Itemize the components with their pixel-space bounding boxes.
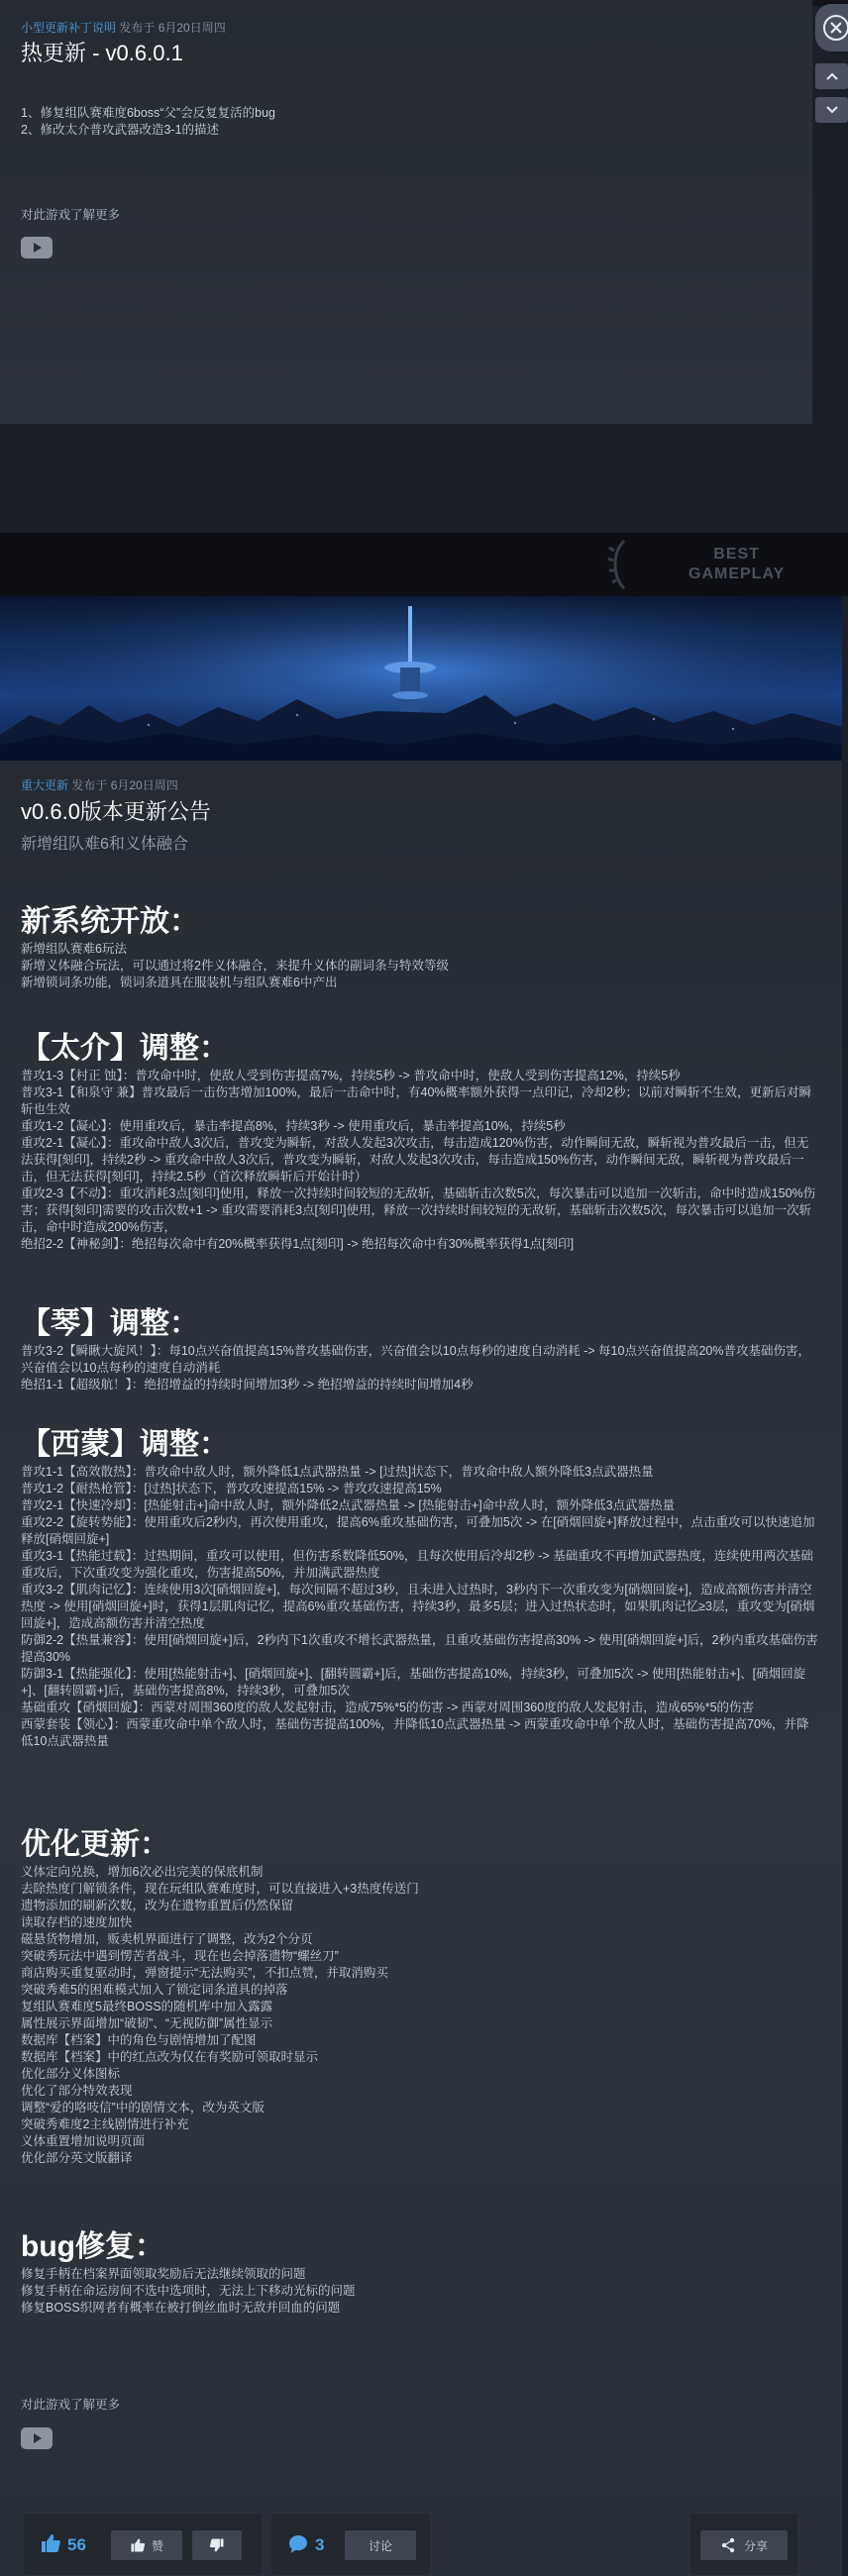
- body-line: 复组队赛难度5最终BOSS的随机库中加入露露: [21, 2000, 273, 2013]
- body-line: 义体定向兑换，增加6次必出完美的保底机制: [21, 1865, 264, 1879]
- body-line: 修复BOSS织网者有概率在被打倒丝血时无敌并回血的问题: [21, 2301, 341, 2315]
- post-tag[interactable]: 重大更新: [21, 778, 69, 792]
- post-meta: [21, 776, 178, 793]
- post-date: 发布于 6月20日周四: [119, 21, 226, 35]
- section-heading: 优化更新：: [21, 1828, 169, 1861]
- body-line: 突破秀难度2主线剧情进行补充: [21, 2117, 189, 2131]
- body-line: 绝招2-2【神秘剑】：绝招每次命中有20%概率获得1点[刻印] -> 绝招每次命中有30%概率获得1点[刻印]: [21, 1237, 575, 1251]
- body-line: 重攻1-2【凝心】：使用重攻后，暴击率提高8%，持续3秒 -> 使用重攻后，暴击率提高10%，持续5秒: [21, 1119, 566, 1133]
- discuss-button[interactable]: 讨论: [345, 2530, 416, 2560]
- thumbs-up-icon: [40, 2532, 61, 2559]
- body-line: 修复手柄在档案界面领取奖励后无法继续领取的问题: [21, 2267, 306, 2281]
- body-line: 重攻3-2【肌肉记忆】：连续使用3次[硝烟回旋+]，每次间隔不超过3秒，且未进入过热时，3秒内下一次重攻变为[硝烟回旋+]，造成高额伤害并清空热度 -> 使用[硝烟回旋+]时，获得1层肌肉记忆，提高6%重攻基础伤害，持续3秒，最多5层；进入过热状态时，如果肌肉记忆≥3层，重攻变为[硝烟回旋+]，造成高额伤害并清空热度: [21, 1583, 815, 1630]
- body-line: 西蒙套装【领心】：西蒙重攻命中单个敌人时，基础伤害提高100%，并降低10点武器热量 -> 西蒙重攻命中单个敌人时，基础伤害提高70%，并降低10点武器热量: [21, 1717, 809, 1748]
- body-line: 优化部分义体图标: [21, 2067, 121, 2081]
- share-panel: [690, 2514, 797, 2575]
- update-banner-image: [0, 596, 842, 761]
- likes-panel: [24, 2514, 262, 2575]
- body-line: 去除热度门解锁条件，现在玩组队赛难度时，可以直接进入+3热度传送门: [21, 1882, 419, 1896]
- body-line: 优化了部分特效表现: [21, 2084, 133, 2098]
- note-line: 2、修改太介普攻武器改造3-1的描述: [21, 123, 220, 137]
- share-label: 分享: [743, 2538, 768, 2553]
- body-line: 普攻1-1【高效散热】：普攻命中敌人时，额外降低1点武器热量 -> [过热]状态下，普攻命中敌人额外降低3点武器热量: [21, 1465, 654, 1479]
- body-line: 遗物添加的刷新次数，改为在遗物重置后仍然保留: [21, 1899, 294, 1912]
- dislike-button[interactable]: [192, 2530, 242, 2560]
- body-line: 重攻2-1【凝心】：重攻命中敌人3次后，普攻变为瞬斩，对敌人发起3次攻击，每击造成120%伤害，动作瞬间无敌，瞬斩视为普攻最后一击，但无法获得[刻印]，持续2秒 -> 重攻命中敌人3次后，普攻变为瞬斩，对敌人发起3次攻击，每击造成150%伤害，动作瞬间无敌，瞬斩视为普攻最后一击，但无法获得[刻印]，持续2.5秒（首次释放瞬斩后开始计时）: [21, 1136, 809, 1184]
- body-line: 防御3-1【热能强化】：使用[热能射击+]、[硝烟回旋+]、[翻转圆霸+]后，基础伤害提高10%，持续3秒，可叠加5次 -> 使用[热能射击+]、[硝烟回旋+]、[翻转圆霸+]后，基础伤害提高8%，持续3秒，可叠加5次: [21, 1667, 806, 1698]
- badge-line-2: GAMEPLAY: [689, 566, 786, 582]
- badge-line-1: BEST: [713, 546, 760, 563]
- close-icon: [823, 15, 848, 41]
- body-line: 属性展示界面增加“破韧”、“无视防御”属性显示: [21, 2016, 273, 2030]
- section-new-systems: [21, 903, 818, 991]
- learn-more-text: 对此游戏了解更多: [21, 2398, 121, 2412]
- body-line: 新增组队赛难6玩法: [21, 942, 127, 956]
- post-tag[interactable]: 小型更新补丁说明: [21, 21, 117, 35]
- post-meta: [21, 19, 226, 36]
- section-taijie: [21, 1030, 818, 1253]
- patch-post-card: [0, 0, 812, 424]
- body-line: 重攻2-2【旋转势能】：使用重攻后2秒内，再次使用重攻，提高6%重攻基础伤害，可叠加5次 -> 在[硝烟回旋+]释放过程中，点击重攻可以快速追加释放[硝烟回旋+]: [21, 1515, 815, 1546]
- body-line: 读取存档的速度加快: [21, 1915, 133, 1929]
- body-line: 普攻3-1【和泉守 兼】普攻最后一击伤害增加100%，最后一击命中时，有40%概率额外获得一点印记，冷却2秒；以前对瞬斩不生效，更新后对瞬斩也生效: [21, 1085, 811, 1116]
- body-line: 调整“爱的咯吱信”中的剧情文本，改为英文版: [21, 2101, 265, 2114]
- body-line: 普攻2-1【快速冷却】：[热能射击+]命中敌人时，额外降低2点武器热量 -> [热能射击+]命中敌人时，额外降低3点武器热量: [21, 1498, 676, 1512]
- post-title: v0.6.0版本更新公告: [21, 799, 211, 824]
- comments-panel: [271, 2514, 430, 2575]
- best-gameplay-badge: [689, 545, 785, 584]
- chevron-up-icon: [825, 71, 839, 81]
- body-line: 突破秀难5的困难模式加入了锁定词条道具的掉落: [21, 1983, 288, 1997]
- section-heading: 【琴】调整：: [21, 1307, 199, 1340]
- share-icon: [720, 2537, 736, 2553]
- like-label: 赞: [151, 2538, 163, 2553]
- section-optimizations: [21, 1826, 818, 2167]
- section-heading: 【西蒙】调整：: [21, 1428, 229, 1461]
- body-line: 基础重攻【硝烟回旋】：西蒙对周围360度的敌人发起射击，造成75%*5的伤害 -> 西蒙对周围360度的敌人发起射击，造成65%*5的伤害: [21, 1700, 755, 1714]
- body-line: 数据库【档案】中的角色与剧情增加了配图: [21, 2033, 257, 2047]
- body-line: 新增锁词条功能，锁词条道具在服装机与组队赛难6中产出: [21, 976, 338, 989]
- body-line: 绝招1-1【超级航！】：绝招增益的持续时间增加3秒 -> 绝招增益的持续时间增加4秒: [21, 1378, 474, 1391]
- youtube-icon[interactable]: [21, 2427, 53, 2449]
- laurel-icon: [606, 537, 628, 592]
- body-line: 普攻1-3【村正 蚀】：普攻命中时，使敌人受到伤害提高7%，持续5秒 -> 普攻命中时，使敌人受到伤害提高12%，持续5秒: [21, 1069, 681, 1082]
- share-button[interactable]: [700, 2530, 788, 2560]
- youtube-icon[interactable]: [21, 237, 53, 258]
- best-gameplay-strip: [0, 533, 848, 596]
- post-notes: [21, 105, 275, 139]
- body-line: 重攻3-1【热能过载】：过热期间，重攻可以使用，但伤害系数降低50%，且每次使用后冷却2秒 -> 基础重攻不再增加武器热度，连续使用两次基础重攻后，下次重攻变为强化重攻，伤害提高50%，并加满武器热度: [21, 1549, 813, 1580]
- section-heading: bug修复：: [21, 2230, 164, 2263]
- chat-bubble-icon: [287, 2533, 309, 2560]
- scroll-up-button[interactable]: [815, 63, 848, 89]
- close-button[interactable]: [815, 4, 848, 52]
- chevron-down-icon: [825, 105, 839, 115]
- body-line: 普攻1-2【耐热枪管】：[过热]状态下，普攻攻速提高15% -> 普攻攻速提高15%: [21, 1482, 442, 1495]
- post-title: 热更新 - v0.6.0.1: [21, 41, 183, 65]
- body-line: 防御2-2【热量兼容】：使用[硝烟回旋+]后，2秒内下1次重攻不增长武器热量，且重攻基础伤害提高30% -> 使用[硝烟回旋+]后，2秒内重攻基础伤害提高30%: [21, 1633, 818, 1664]
- body-line: 突破秀玩法中遇到愣苦者战斗，现在也会掉落遗物“螺丝刀”: [21, 1949, 339, 1963]
- scroll-down-button[interactable]: [815, 97, 848, 123]
- comment-count: 3: [315, 2535, 325, 2554]
- major-update-card: [0, 596, 842, 2576]
- like-button[interactable]: [111, 2530, 182, 2560]
- like-count: 56: [67, 2535, 86, 2554]
- post-date: 发布于 6月20日周四: [71, 778, 178, 792]
- body-line: 数据库【档案】中的红点改为仅在有奖励可领取时显示: [21, 2050, 319, 2064]
- thumbs-down-icon: [209, 2537, 225, 2553]
- body-line: 修复手柄在命运房间不选中选项时，无法上下移动光标的问题: [21, 2284, 356, 2298]
- body-line: 义体重置增加说明页面: [21, 2134, 146, 2148]
- section-heading: 新系统开放：: [21, 905, 199, 938]
- learn-more-text: 对此游戏了解更多: [21, 208, 121, 222]
- section-bugfix: [21, 2228, 818, 2317]
- section-heading: 【太介】调整：: [21, 1032, 229, 1065]
- post2-actions: [0, 2514, 812, 2576]
- body-line: 重攻2-3【不动】：重攻消耗3点[刻印]使用，释放一次持续时间较短的无敌斩，基础斩击次数5次，每次暴击可以追加一次斩击，命中时造成150%伤害；获得[刻印]需要的攻击次数+1 -> 重攻需要消耗3点[刻印]使用，释放一次持续时间较短的无敌斩，基础斩击次数5次，每次暴击可以追加一次斩击，命中时造成200%伤害，: [21, 1186, 816, 1234]
- body-line: 新增义体融合玩法，可以通过将2件义体融合，来提升义体的副词条与特效等级: [21, 959, 449, 973]
- section-simeng: [21, 1426, 818, 1750]
- post-subtitle: 新增组队难6和义体融合: [21, 836, 188, 853]
- body-line: 磁悬货物增加，贩卖机界面进行了调整，改为2个分页: [21, 1932, 313, 1946]
- thumbs-up-icon: [130, 2537, 146, 2553]
- section-qin: [21, 1305, 818, 1393]
- body-line: 优化部分英文版翻译: [21, 2151, 133, 2165]
- post-separator: [0, 424, 812, 533]
- body-line: 商店购买重复驱动时，弹窗提示“无法购买”，不扣点赞，并取消购买: [21, 1966, 388, 1980]
- body-line: 普攻3-2【瞬瞅大旋风！】：每10点兴奋值提高15%普攻基础伤害，兴奋值会以10点每秒的速度自动消耗 -> 每10点兴奋值提高20%普攻基础伤害，兴奋值会以10点每秒的速度自动消耗: [21, 1344, 810, 1375]
- note-line: 1、修复组队赛难度6boss“父”会反复复活的bug: [21, 106, 275, 120]
